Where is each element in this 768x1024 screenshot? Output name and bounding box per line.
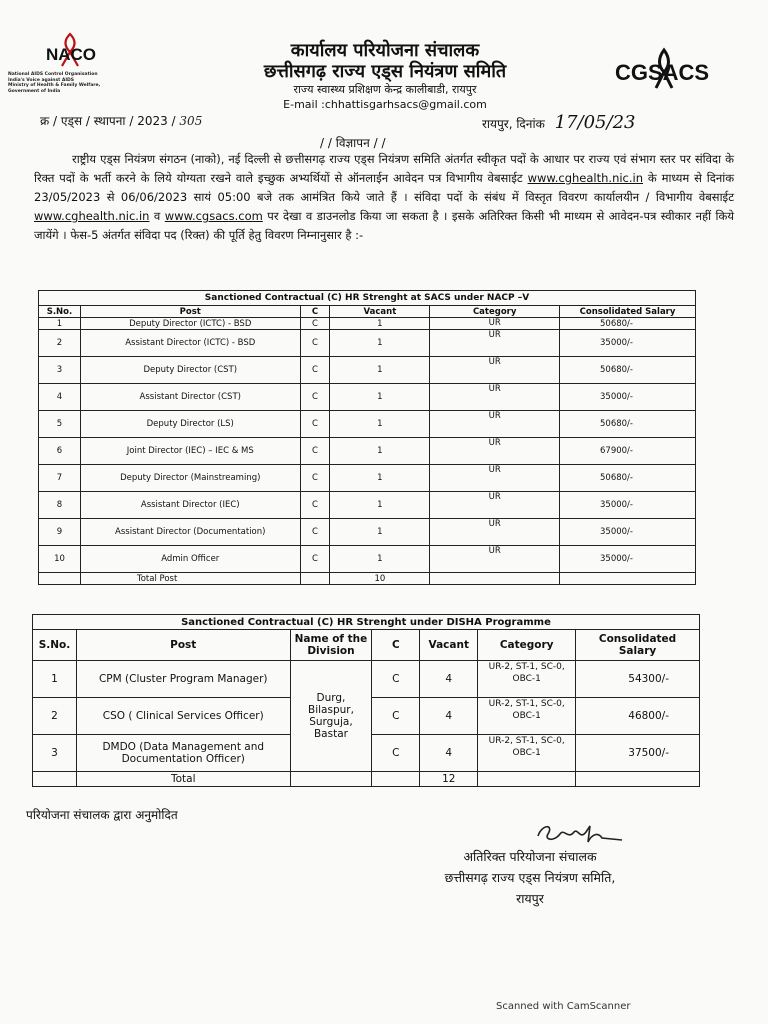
category-cell: UR bbox=[430, 384, 560, 411]
scanner-watermark: Scanned with CamScanner bbox=[496, 1001, 631, 1012]
naco-logo-text: NACO bbox=[45, 45, 97, 64]
naco-tagline-line: Ministry of Health & Family Welfare, Government of India bbox=[8, 83, 101, 94]
naco-tagline-line: India's Voice against AIDS bbox=[8, 77, 75, 83]
table-row bbox=[39, 330, 696, 357]
total-label: Total Post bbox=[80, 573, 300, 585]
table-row bbox=[39, 492, 696, 519]
salary-cell: 54300/- bbox=[576, 661, 700, 698]
column-header: Vacant bbox=[330, 306, 430, 318]
contract-type-cell: C bbox=[300, 357, 330, 384]
office-title-line2: छत्तीसगढ़ राज्य एड्स नियंत्रण समिति bbox=[263, 61, 507, 82]
office-title-line1: कार्यालय परियोजना संचालक bbox=[290, 40, 480, 61]
office-header bbox=[200, 40, 570, 112]
notice-heading: / / विज्ञापन / / bbox=[320, 136, 386, 150]
vacant-cell: 1 bbox=[330, 519, 430, 546]
salary-cell: 35000/- bbox=[560, 519, 696, 546]
post-cell: Assistant Director (ICTC) - BSD bbox=[80, 330, 300, 357]
salary-cell: 50680/- bbox=[560, 357, 696, 384]
vacant-cell: 1 bbox=[330, 546, 430, 573]
column-header: S.No. bbox=[39, 306, 81, 318]
contract-type-cell: C bbox=[300, 384, 330, 411]
table-cell bbox=[576, 772, 700, 787]
table-cell bbox=[430, 573, 560, 585]
contract-type-cell: C bbox=[300, 438, 330, 465]
column-header: Post bbox=[80, 306, 300, 318]
serial-number-cell: 9 bbox=[39, 519, 81, 546]
serial-number-cell: 10 bbox=[39, 546, 81, 573]
column-header: Category bbox=[430, 306, 560, 318]
post-cell: Deputy Director (ICTC) - BSD bbox=[80, 318, 300, 330]
table-cell bbox=[290, 772, 372, 787]
disha-hr-table bbox=[32, 614, 700, 787]
salary-cell: 35000/- bbox=[560, 492, 696, 519]
post-cell: Joint Director (IEC) – IEC & MS bbox=[80, 438, 300, 465]
vacant-cell: 1 bbox=[330, 438, 430, 465]
salary-cell: 35000/- bbox=[560, 384, 696, 411]
signatory-place: रायपुर bbox=[516, 891, 544, 906]
table-row bbox=[39, 411, 696, 438]
salary-cell: 46800/- bbox=[576, 698, 700, 735]
category-cell: UR bbox=[430, 438, 560, 465]
contract-type-cell: C bbox=[300, 546, 330, 573]
table-cell bbox=[560, 573, 696, 585]
column-header: C bbox=[300, 306, 330, 318]
body-text-part2: के माध्यम से दिनांक 23/05/2023 से 06/06/2023 सायं 05:00 बजे तक आमंत्रित किये जाते हैं । संविदा पदों के संबंध में विस्तृत विवरण कार्यालयीन / विभागीय वेबसाईट bbox=[34, 171, 735, 204]
category-cell: UR-2, ST-1, SC-0, OBC-1 bbox=[478, 661, 576, 698]
vacant-cell: 1 bbox=[330, 411, 430, 438]
vacant-cell: 1 bbox=[330, 330, 430, 357]
total-value: 12 bbox=[420, 772, 478, 787]
serial-number-cell: 7 bbox=[39, 465, 81, 492]
post-cell: CSO ( Clinical Services Officer) bbox=[76, 698, 290, 735]
signatory-block bbox=[410, 846, 650, 909]
column-header: Consolidated Salary bbox=[560, 306, 696, 318]
table-row bbox=[33, 661, 700, 698]
sacs-hr-table bbox=[38, 290, 696, 585]
contract-type-cell: C bbox=[300, 411, 330, 438]
contract-type-cell: C bbox=[300, 465, 330, 492]
table-row bbox=[39, 438, 696, 465]
column-header: Consolidated Salary bbox=[576, 630, 700, 661]
category-cell: UR bbox=[430, 546, 560, 573]
salary-cell: 35000/- bbox=[560, 546, 696, 573]
place-date-label: रायपुर, दिनांक bbox=[482, 117, 545, 131]
column-header: Vacant bbox=[420, 630, 478, 661]
post-cell: Admin Officer bbox=[80, 546, 300, 573]
serial-number-cell: 6 bbox=[39, 438, 81, 465]
body-text-part1: राष्ट्रीय एड्स नियंत्रण संगठन (नाको), नई दिल्ली से छत्तीसगढ़ राज्य एड्स नियंत्रण समिति अंतर्गत स्वीकृत पदों के आधार पर राज्य एवं संभाग स्तर पर संविदा के रिक्त पदों के भर्ती करने के लिये योग्यता रखने वाले इच्छुक अभ्यर्थियों से ऑनलाईन आवेदन पत्र विभागीय वेबसाईट bbox=[34, 152, 734, 185]
category-cell: UR bbox=[430, 318, 560, 330]
cgsacs-logo bbox=[612, 44, 712, 94]
column-header: C bbox=[372, 630, 420, 661]
vacant-cell: 1 bbox=[330, 384, 430, 411]
category-cell: UR-2, ST-1, SC-0, OBC-1 bbox=[478, 698, 576, 735]
vacant-cell: 1 bbox=[330, 492, 430, 519]
serial-number-cell: 1 bbox=[39, 318, 81, 330]
category-cell: UR bbox=[430, 519, 560, 546]
vacant-cell: 4 bbox=[420, 698, 478, 735]
column-header: S.No. bbox=[33, 630, 77, 661]
cghealth-link-2[interactable]: www.cghealth.nic.in bbox=[34, 209, 150, 223]
serial-number-cell: 3 bbox=[39, 357, 81, 384]
post-cell: Assistant Director (Documentation) bbox=[80, 519, 300, 546]
contract-type-cell: C bbox=[300, 492, 330, 519]
vacant-cell: 1 bbox=[330, 357, 430, 384]
table-header-row bbox=[33, 630, 700, 661]
column-header: Category bbox=[478, 630, 576, 661]
table-row bbox=[39, 384, 696, 411]
division-cell: Durg, Bilaspur, Surguja, Bastar bbox=[290, 661, 372, 772]
salary-cell: 50680/- bbox=[560, 465, 696, 492]
table-cell bbox=[39, 573, 81, 585]
serial-number-cell: 2 bbox=[39, 330, 81, 357]
post-cell: Deputy Director (CST) bbox=[80, 357, 300, 384]
contract-type-cell: C bbox=[372, 661, 420, 698]
cgsacs-logo-text: CGSACS bbox=[614, 60, 710, 85]
post-cell: CPM (Cluster Program Manager) bbox=[76, 661, 290, 698]
office-address: राज्य स्वास्थ्य प्रशिक्षण केन्द्र कालीबाडी, रायपुर bbox=[293, 83, 477, 96]
category-cell: UR bbox=[430, 492, 560, 519]
reference-number bbox=[40, 112, 202, 129]
contract-type-cell: C bbox=[372, 735, 420, 772]
naco-tagline-line: National AIDS Control Organisation bbox=[8, 72, 98, 77]
table-header-row bbox=[39, 306, 696, 318]
contract-type-cell: C bbox=[300, 519, 330, 546]
table-cell bbox=[300, 573, 330, 585]
table-caption: Sanctioned Contractual (C) HR Strenght at SACS under NACP –V bbox=[39, 291, 696, 306]
category-cell: UR bbox=[430, 357, 560, 384]
post-cell: Assistant Director (IEC) bbox=[80, 492, 300, 519]
reference-prefix: क्र / एड्स / स्थापना / 2023 / bbox=[40, 114, 176, 128]
vacant-cell: 4 bbox=[420, 735, 478, 772]
cgsacs-link[interactable]: www.cgsacs.com bbox=[164, 209, 263, 223]
post-cell: Deputy Director (LS) bbox=[80, 411, 300, 438]
table-cell bbox=[33, 772, 77, 787]
reference-handwritten-number: 305 bbox=[179, 114, 203, 128]
serial-number-cell: 5 bbox=[39, 411, 81, 438]
body-text-part4: पर देखा व डाउनलोड किया जा सकता है । इसके अतिरिक्त किसी भी माध्यम से आवेदन-पत्र स्वीकार नहीं किये जायेंगे । फेस-5 अंतर्गत संविदा पद (रिक्त) की पूर्ति हेतु विवरण निम्नानुसार है :- bbox=[34, 209, 735, 242]
column-header: Post bbox=[76, 630, 290, 661]
place-date bbox=[482, 112, 635, 133]
signatory-designation: अतिरिक्त परियोजना संचालक bbox=[463, 849, 597, 864]
post-cell: DMDO (Data Management and Documentation Officer) bbox=[76, 735, 290, 772]
serial-number-cell: 4 bbox=[39, 384, 81, 411]
table-cell bbox=[372, 772, 420, 787]
office-email: E-mail :chhattisgarhsacs@gmail.com bbox=[283, 98, 487, 111]
handwritten-date: 17/05/23 bbox=[554, 112, 636, 133]
body-text-part3: व bbox=[153, 209, 161, 223]
contract-type-cell: C bbox=[372, 698, 420, 735]
table-row bbox=[39, 357, 696, 384]
post-cell: Assistant Director (CST) bbox=[80, 384, 300, 411]
signatory-organisation: छत्तीसगढ़ राज्य एड्स नियंत्रण समिति, bbox=[444, 870, 616, 885]
table-row bbox=[39, 318, 696, 330]
naco-logo bbox=[40, 30, 102, 72]
approval-note: परियोजना संचालक द्वारा अनुमोदित bbox=[26, 808, 178, 822]
serial-number-cell: 2 bbox=[33, 698, 77, 735]
salary-cell: 67900/- bbox=[560, 438, 696, 465]
category-cell: UR bbox=[430, 330, 560, 357]
table-row bbox=[39, 519, 696, 546]
salary-cell: 35000/- bbox=[560, 330, 696, 357]
vacant-cell: 1 bbox=[330, 318, 430, 330]
vacant-cell: 1 bbox=[330, 465, 430, 492]
column-header: Name of the Division bbox=[290, 630, 372, 661]
table-caption: Sanctioned Contractual (C) HR Strenght under DISHA Programme bbox=[33, 615, 700, 630]
salary-cell: 50680/- bbox=[560, 318, 696, 330]
contract-type-cell: C bbox=[300, 318, 330, 330]
category-cell: UR-2, ST-1, SC-0, OBC-1 bbox=[478, 735, 576, 772]
serial-number-cell: 3 bbox=[33, 735, 77, 772]
contract-type-cell: C bbox=[300, 330, 330, 357]
salary-cell: 37500/- bbox=[576, 735, 700, 772]
salary-cell: 50680/- bbox=[560, 411, 696, 438]
total-value: 10 bbox=[330, 573, 430, 585]
serial-number-cell: 8 bbox=[39, 492, 81, 519]
serial-number-cell: 1 bbox=[33, 661, 77, 698]
notice-body bbox=[34, 150, 734, 245]
table-row bbox=[39, 546, 696, 573]
vacant-cell: 4 bbox=[420, 661, 478, 698]
category-cell: UR bbox=[430, 411, 560, 438]
table-row bbox=[39, 465, 696, 492]
category-cell: UR bbox=[430, 465, 560, 492]
total-label: Total bbox=[76, 772, 290, 787]
post-cell: Deputy Director (Mainstreaming) bbox=[80, 465, 300, 492]
naco-tagline bbox=[8, 72, 120, 94]
table-cell bbox=[478, 772, 576, 787]
cghealth-link[interactable]: www.cghealth.nic.in bbox=[527, 171, 644, 185]
